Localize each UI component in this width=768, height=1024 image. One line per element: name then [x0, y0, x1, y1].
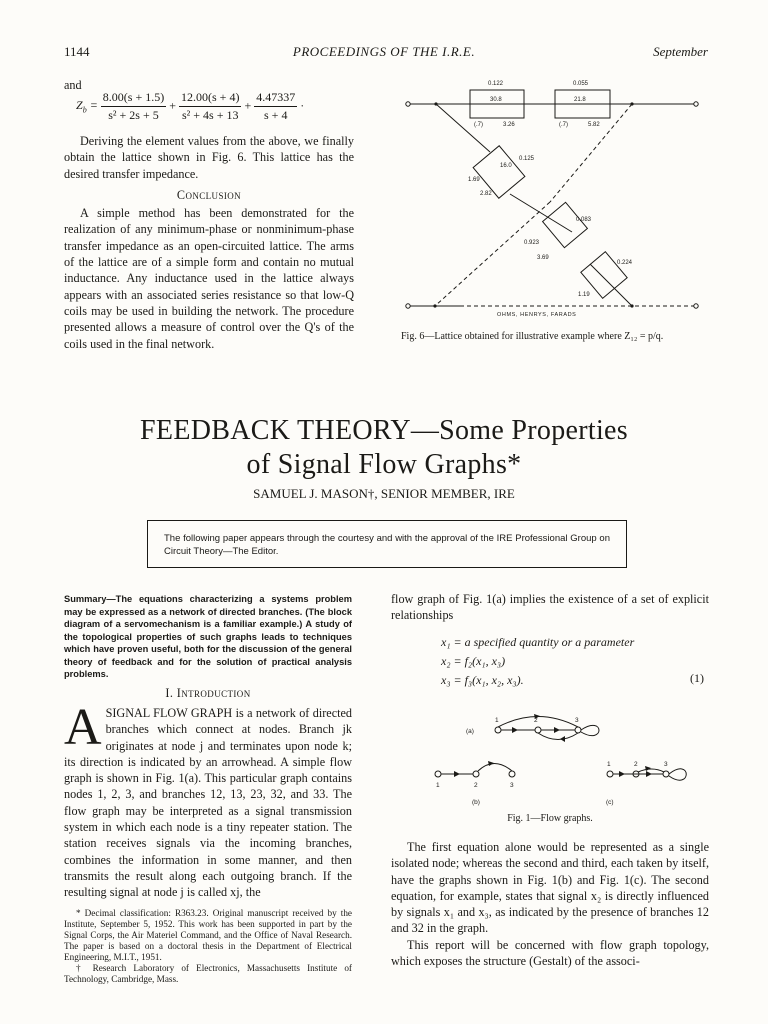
ind-label-2a: (.7) — [559, 122, 568, 128]
prev-article-body — [64, 133, 354, 352]
conclusion-heading: Conclusion — [176, 187, 242, 202]
flow-graph-figure — [420, 712, 700, 808]
shunt2-a: 0.923 — [524, 240, 540, 246]
res-label-2: 21.8 — [574, 97, 586, 103]
fig1c-node3: 3 — [664, 761, 668, 768]
shunt1-b: 2.82 — [480, 191, 492, 197]
prev-article-and: and — [64, 78, 82, 92]
equation-2: x₂ = f₂(x₁, x₃) — [441, 654, 506, 668]
fig1a-label: (a) — [466, 728, 474, 735]
article-author: SAMUEL J. MASON†, SENIOR MEMBER, IRE — [253, 486, 515, 501]
fig1b-node3: 3 — [510, 782, 514, 789]
fig1c-node2: 2 — [634, 761, 638, 768]
right-body — [391, 839, 709, 969]
summary-paragraph: Summary—The equations characterizing a systems problem may be expressed as a network of directed branches. (The block diagram of a servomechanism is a familiar example.) A study of the topological properties of such graphs leads to techniques which have proven useful, both for the discussion of the general theory of feedback and for the solution of practical analysis problems. — [64, 594, 352, 679]
ind-label-1a: (.7) — [474, 122, 483, 128]
paragraph-first-equation: The first equation alone would be represented as a single isolated node; whereas the second and third, each taken by itself, have the graphs shown in Fig. 1(b) and Fig. 1(c). The second equation, for example, states that signal x₂ is directly influenced by signals x₁ and x₃, as indicated by the presence of branches 12 and 32 in the graph. — [391, 840, 709, 936]
running-head: PROCEEDINGS OF THE I.R.E. — [292, 44, 476, 59]
fig1a-node1: 1 — [495, 717, 499, 724]
shunt1-res: 16.0 — [500, 163, 512, 169]
page-number: 1144 — [64, 44, 90, 59]
footnote-1: * Decimal classification: R363.23. Original manuscript received by the Institute, September 5, 1952. This work has been supported in part by the Signal Corps, the Air Materiel Command, and the Office of Naval Research. The paper is based on a doctoral thesis in the Department of Electrical Engineering, M.I.T., 1951. — [64, 908, 352, 962]
fig1-caption: Fig. 1—Flow graphs. — [507, 813, 593, 824]
paragraph-deriving: Deriving the element values from the above, we finally obtain the lattice shown in Fig. 6. This lattice has the desired transfer impedance. — [64, 134, 354, 181]
shunt2-b: 3.69 — [537, 255, 549, 261]
intro-text: SIGNAL FLOW GRAPH is a network of directed branches which connect at nodes. Branch jk originates at node j and terminates upon node k; its direction is indicated by an arrowhead. A simple flow graph is shown in Fig. 1(a). This particular graph contains nodes 1, 2, 3, and branches 12, 13, 23, 32, and 33. The flow graph may be interpreted as a signal transmission system in which each node is a tiny repeater station. The station receives signals via the incoming branches, combines the information in some manner, and then transmits the result along each outgoing branch. If the resulting signal at node j is called xj, the — [64, 706, 352, 900]
footnote-2: † Research Laboratory of Electronics, Massachusetts Institute of Technology, Cambridge, Mass. — [64, 963, 352, 984]
article-title-line2: of Signal Flow Graphs* — [246, 449, 522, 480]
lattice-network-figure — [400, 74, 720, 326]
footnotes — [64, 908, 352, 985]
cap-label-1: 0.122 — [488, 81, 504, 87]
term-1: $\frac{8.00(s + 1.5)}{\text{s² + 2s + 5}}$ — [102, 90, 165, 122]
editor-note-box — [147, 520, 627, 568]
term-3: $\frac{4.47337}{s + 4}$ — [256, 90, 296, 122]
ind-label-2b: 5.82 — [588, 122, 600, 128]
equation-number: (1) — [690, 671, 704, 685]
equation-1: x₁ = a specified quantity or a parameter — [441, 635, 635, 649]
equation-3: x₃ = f₃(x₁, x₂, x₃). — [441, 673, 524, 687]
units-label: OHMS, HENRYS, FARADS — [497, 312, 577, 318]
fig1b-node1: 1 — [436, 782, 440, 789]
fig1c-label: (c) — [606, 799, 614, 806]
drop-cap: A — [64, 699, 102, 756]
fig1b-label: (b) — [472, 799, 480, 806]
shunt3-cap: 0.224 — [617, 260, 633, 266]
fig6-caption: Fig. 6—Lattice obtained for illustrative example where Z₁₂ = p/q. — [401, 331, 664, 342]
shunt1-cap: 0.125 — [519, 156, 535, 162]
paragraph-topology: This report will be concerned with flow graph topology, which exposes the structure (Gestalt) of the associ- — [391, 937, 709, 969]
fig1b-node2: 2 — [474, 782, 478, 789]
fig1a-node2: 2 — [534, 717, 538, 724]
intro-heading: I. Introduction — [165, 686, 251, 700]
shunt2-cap: 0.083 — [576, 217, 592, 223]
shunt3-a: 1.19 — [578, 292, 590, 298]
fig1a-node3: 3 — [575, 717, 579, 724]
paragraph-conclusion: A simple method has been demonstrated for the realization of any minimum-phase or nonminimum-phase transfer impedance as an open-circuited lattice. The arms of the lattice are of a simple form and contain no mutual inductance. Any inductance used in the lattice always appears with an associated series resistance so that low-Q coils may be used in building the network. The procedure presented allows a measure of control over the Q's of the coils used in the final network. — [64, 206, 354, 351]
ind-label-1b: 3.26 — [503, 122, 515, 128]
right-text-1: flow graph of Fig. 1(a) implies the existence of a set of explicit relationships — [391, 592, 709, 623]
fig1c-node1: 1 — [607, 761, 611, 768]
cap-label-2: 0.055 — [573, 81, 589, 87]
issue-month: September — [653, 44, 708, 59]
equation-set — [441, 633, 711, 690]
zb-symbol: $Z_b$ = — [76, 98, 98, 115]
term-2: $\frac{12.00(s + 4)}{\text{s² + 4s + 13}}$ — [181, 90, 240, 122]
res-label-1: 30.8 — [490, 97, 502, 103]
intro-body — [64, 699, 352, 901]
shunt1-a: 1.69 — [468, 177, 480, 183]
impedance-equation: $Z_b$ = $\frac{8.00(s + 1.5)}{\text{s² + 2s + 5}}$ + $\frac{12.00(s + 4)}{\text{s² + 4s + 13}}$ + $\frac{4.47337}{s + 4}$ · — [76, 90, 305, 122]
editor-note-text: The following paper appears through the courtesy and with the approval of the IRE Professional Group on Circuit Theory—The Editor. — [164, 533, 610, 557]
article-title-line1: FEEDBACK THEORY—Some Properties — [140, 415, 628, 446]
